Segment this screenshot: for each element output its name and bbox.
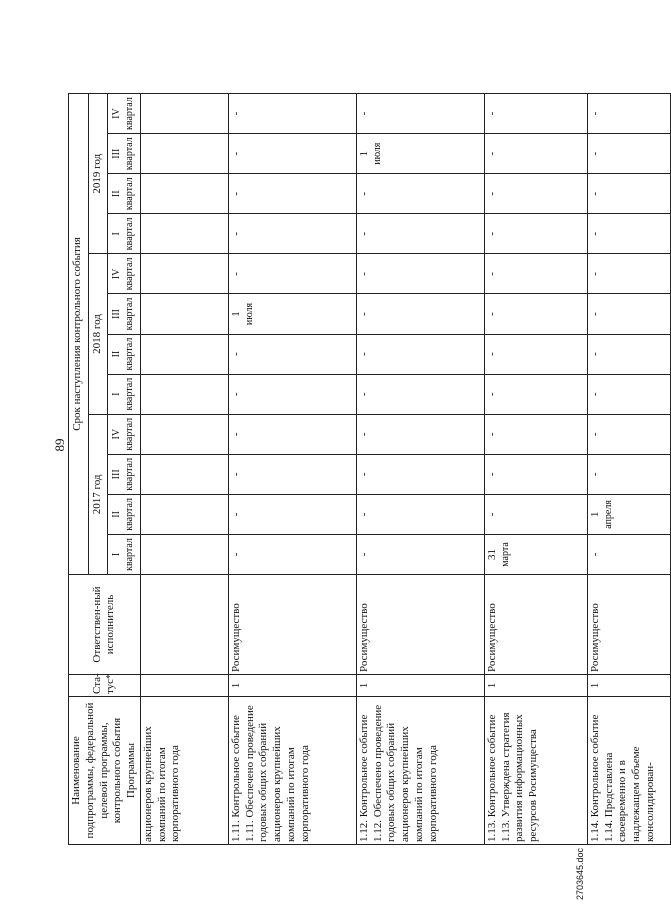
quarter-cell <box>140 174 228 214</box>
quarter-cell-value: - <box>357 392 370 396</box>
quarter-number: III <box>111 469 123 480</box>
page-number: 89 <box>52 438 67 452</box>
quarter-number: II <box>111 350 123 358</box>
quarter-header <box>108 294 141 334</box>
quarter-cell <box>356 174 484 214</box>
quarter-cell <box>587 294 670 334</box>
quarter-cell-value: - <box>229 472 242 477</box>
quarter-cell <box>228 214 356 254</box>
quarter-cell-value: - <box>485 352 498 356</box>
quarter-word: квартал <box>123 97 135 130</box>
quarter-cell-value: - <box>357 432 370 437</box>
quarter-number: IV <box>111 428 123 440</box>
table-row <box>140 94 228 845</box>
table-row <box>356 94 484 845</box>
header-year-2018: 2018 год <box>88 254 108 414</box>
header-year-2017: 2017 год <box>88 414 108 574</box>
header-responsible: Ответствен-ный исполнитель <box>69 575 141 675</box>
header-name: Наименование подпрограммы, федеральной целевой программы, контрольного события Программы <box>69 697 141 845</box>
quarter-cell <box>140 374 228 414</box>
quarter-cell-value: - <box>588 432 601 437</box>
quarter-cell-value: - <box>588 552 601 557</box>
event-name-cell <box>140 697 228 845</box>
quarter-cell-month: апреля <box>602 500 614 529</box>
quarter-cell-value: - <box>357 232 370 236</box>
quarter-word: квартал <box>123 538 135 571</box>
quarter-word: квартал <box>123 137 135 171</box>
event-number: 1.13. <box>485 820 498 842</box>
quarter-cell-value: - <box>357 191 370 196</box>
quarter-cell-value: - <box>588 472 601 477</box>
quarter-cell <box>228 334 356 374</box>
quarter-cell-value: - <box>229 432 242 437</box>
quarter-cell-value: - <box>357 512 370 517</box>
quarter-word: квартал <box>123 257 135 291</box>
quarter-cell <box>228 414 356 454</box>
event-number: 1.11. <box>229 820 242 842</box>
quarter-cell <box>228 294 356 334</box>
quarter-cell <box>484 294 587 334</box>
quarter-cell <box>228 174 356 214</box>
quarter-cell <box>587 174 670 214</box>
quarter-cell-value: - <box>357 272 370 276</box>
quarter-number: IV <box>111 108 123 119</box>
quarter-cell <box>484 94 587 134</box>
quarter-cell <box>356 534 484 574</box>
responsible-cell: Росимущество <box>587 575 670 675</box>
event-title: Контрольное событие 1.13. Утверждена стратегия развития информационных ресурсов Росимущества <box>485 712 539 842</box>
quarter-header <box>108 174 141 214</box>
quarter-cell <box>140 454 228 494</box>
quarter-cell <box>140 414 228 454</box>
event-name-cell <box>587 697 670 845</box>
quarter-cell <box>587 334 670 374</box>
quarter-cell <box>356 294 484 334</box>
quarter-header <box>108 334 141 374</box>
quarter-header <box>108 494 141 534</box>
responsible-cell <box>140 575 228 675</box>
quarter-header <box>108 94 141 134</box>
quarter-cell-value: - <box>588 191 601 196</box>
quarter-cell-value: - <box>229 552 242 557</box>
quarter-cell <box>356 454 484 494</box>
quarter-cell-value: 1 <box>229 311 242 317</box>
header-status: Ста-тус* <box>69 675 141 697</box>
event-name-cell <box>356 697 484 845</box>
quarter-cell-value: - <box>588 151 601 156</box>
status-cell: 1 <box>484 675 587 697</box>
quarter-cell <box>484 134 587 174</box>
quarter-cell-value: - <box>229 392 242 396</box>
quarter-cell-value: - <box>485 392 498 396</box>
quarter-cell-value: - <box>485 512 498 517</box>
quarter-word: квартал <box>123 297 135 331</box>
quarter-word: квартал <box>123 457 135 491</box>
quarter-number: I <box>111 552 123 557</box>
quarter-header <box>108 374 141 414</box>
quarter-word: квартал <box>123 177 135 211</box>
quarter-cell <box>140 254 228 294</box>
event-number: 1.14. <box>588 820 601 842</box>
status-cell: 1 <box>228 675 356 697</box>
quarter-cell-value: - <box>357 352 370 356</box>
quarter-word: квартал <box>123 217 135 251</box>
quarter-cell-value: - <box>229 191 242 196</box>
quarter-cell <box>484 174 587 214</box>
quarter-cell-value: - <box>229 111 242 116</box>
quarter-header <box>108 534 141 574</box>
quarter-header <box>108 134 141 174</box>
quarter-cell-month: июля <box>243 302 255 326</box>
quarter-header <box>108 254 141 294</box>
quarter-number: II <box>111 511 123 518</box>
quarter-cell-value: - <box>485 432 498 437</box>
quarter-cell <box>484 454 587 494</box>
quarter-cell-value: - <box>357 472 370 477</box>
quarter-cell-value: - <box>357 111 370 116</box>
quarter-word: квартал <box>123 417 135 451</box>
status-cell: 1 <box>587 675 670 697</box>
quarter-header <box>108 414 141 454</box>
quarter-cell-value: - <box>229 272 242 276</box>
quarter-cell-value: 1 <box>357 150 370 157</box>
quarter-cell-value: - <box>485 272 498 276</box>
quarter-cell-value: - <box>485 111 498 116</box>
quarter-cell <box>228 254 356 294</box>
quarter-cell <box>587 534 670 574</box>
quarter-cell-value: - <box>588 352 601 356</box>
event-title: акционеров крупнейших компаний по итогам корпоративного года <box>141 726 182 842</box>
responsible-cell: Росимущество <box>228 575 356 675</box>
responsible-cell: Росимущество <box>484 575 587 675</box>
quarter-number: I <box>111 392 123 396</box>
quarter-cell-value: 31 <box>485 548 498 560</box>
quarter-cell-value: - <box>588 272 601 276</box>
table-row <box>587 94 670 845</box>
quarter-cell <box>484 334 587 374</box>
table-body <box>140 94 670 845</box>
quarter-header <box>108 214 141 254</box>
quarter-cell <box>140 134 228 174</box>
quarter-cell-value: - <box>588 111 601 116</box>
quarter-cell-value: - <box>229 512 242 517</box>
responsible-cell: Росимущество <box>356 575 484 675</box>
quarter-cell <box>228 94 356 134</box>
event-name-cell <box>228 697 356 845</box>
quarter-cell-value: - <box>485 191 498 196</box>
quarter-cell <box>356 374 484 414</box>
quarter-cell <box>356 494 484 534</box>
quarter-cell <box>587 94 670 134</box>
quarter-number: IV <box>111 268 123 280</box>
quarter-cell <box>140 94 228 134</box>
control-events-table <box>68 93 671 845</box>
quarter-cell-value: - <box>485 151 498 156</box>
quarter-cell <box>228 374 356 414</box>
quarter-cell <box>484 214 587 254</box>
quarter-cell <box>356 334 484 374</box>
quarter-cell <box>484 414 587 454</box>
quarter-word: квартал <box>123 337 135 371</box>
quarter-cell-value: - <box>229 151 242 156</box>
quarter-cell <box>356 254 484 294</box>
quarter-cell-value: - <box>588 232 601 236</box>
quarter-cell-value: 1 <box>588 511 601 518</box>
quarter-cell <box>228 134 356 174</box>
status-cell <box>140 675 228 697</box>
quarter-number: I <box>111 232 123 236</box>
event-number: 1.12. <box>357 820 370 842</box>
quarter-cell <box>587 214 670 254</box>
table-row <box>228 94 356 845</box>
quarter-word: квартал <box>123 498 135 531</box>
event-name-cell <box>484 697 587 845</box>
quarter-cell-value: - <box>588 392 601 396</box>
quarter-cell <box>587 254 670 294</box>
quarter-cell <box>484 534 587 574</box>
quarter-cell <box>587 414 670 454</box>
quarter-cell <box>356 94 484 134</box>
event-title: Контрольное событие 1.11. Обеспечено проведение годовых общих собраний акционеров крупнейших компаний по итогам корпоративного года <box>229 705 311 842</box>
quarter-cell-month: марта <box>499 542 511 567</box>
quarter-number: II <box>111 190 123 198</box>
table-row <box>484 94 587 845</box>
quarter-cell-value: - <box>485 472 498 477</box>
quarter-cell <box>356 134 484 174</box>
quarter-cell <box>484 254 587 294</box>
event-title: Контрольное событие 1.14. Представлена своевременно и в надлежащем объеме консолидирован- <box>588 714 656 842</box>
event-title: Контрольное событие 1.12. Обеспечено проведение годовых общих собраний акционеров крупнейших компаний по итогам корпоративного года <box>357 704 439 842</box>
quarter-number: III <box>111 148 123 159</box>
quarter-cell <box>140 294 228 334</box>
quarter-number: III <box>111 309 123 319</box>
quarter-cell <box>484 374 587 414</box>
quarter-cell-value: - <box>229 352 242 356</box>
quarter-cell-value: - <box>588 312 601 316</box>
quarter-cell <box>228 534 356 574</box>
quarter-cell-month: июля <box>371 142 383 165</box>
quarter-cell-value: - <box>229 232 242 236</box>
quarter-cell-value: - <box>485 232 498 236</box>
quarter-cell <box>140 334 228 374</box>
quarter-cell <box>140 214 228 254</box>
doc-id: 2703645.doc <box>575 847 585 900</box>
quarter-cell <box>587 494 670 534</box>
quarter-cell <box>228 454 356 494</box>
quarter-cell <box>140 534 228 574</box>
quarter-cell-value: - <box>485 312 498 316</box>
quarter-word: квартал <box>123 377 135 411</box>
status-cell: 1 <box>356 675 484 697</box>
header-period: Срок наступления контрольного события <box>69 94 89 575</box>
quarter-cell <box>356 414 484 454</box>
quarter-cell-value: - <box>357 552 370 557</box>
quarter-cell <box>356 214 484 254</box>
quarter-cell-value: - <box>357 312 370 316</box>
quarter-cell <box>587 134 670 174</box>
quarter-cell <box>587 374 670 414</box>
quarter-cell <box>228 494 356 534</box>
quarter-cell <box>587 454 670 494</box>
quarter-cell <box>140 494 228 534</box>
quarter-cell <box>484 494 587 534</box>
header-year-2019: 2019 год <box>88 94 108 254</box>
quarter-header <box>108 454 141 494</box>
